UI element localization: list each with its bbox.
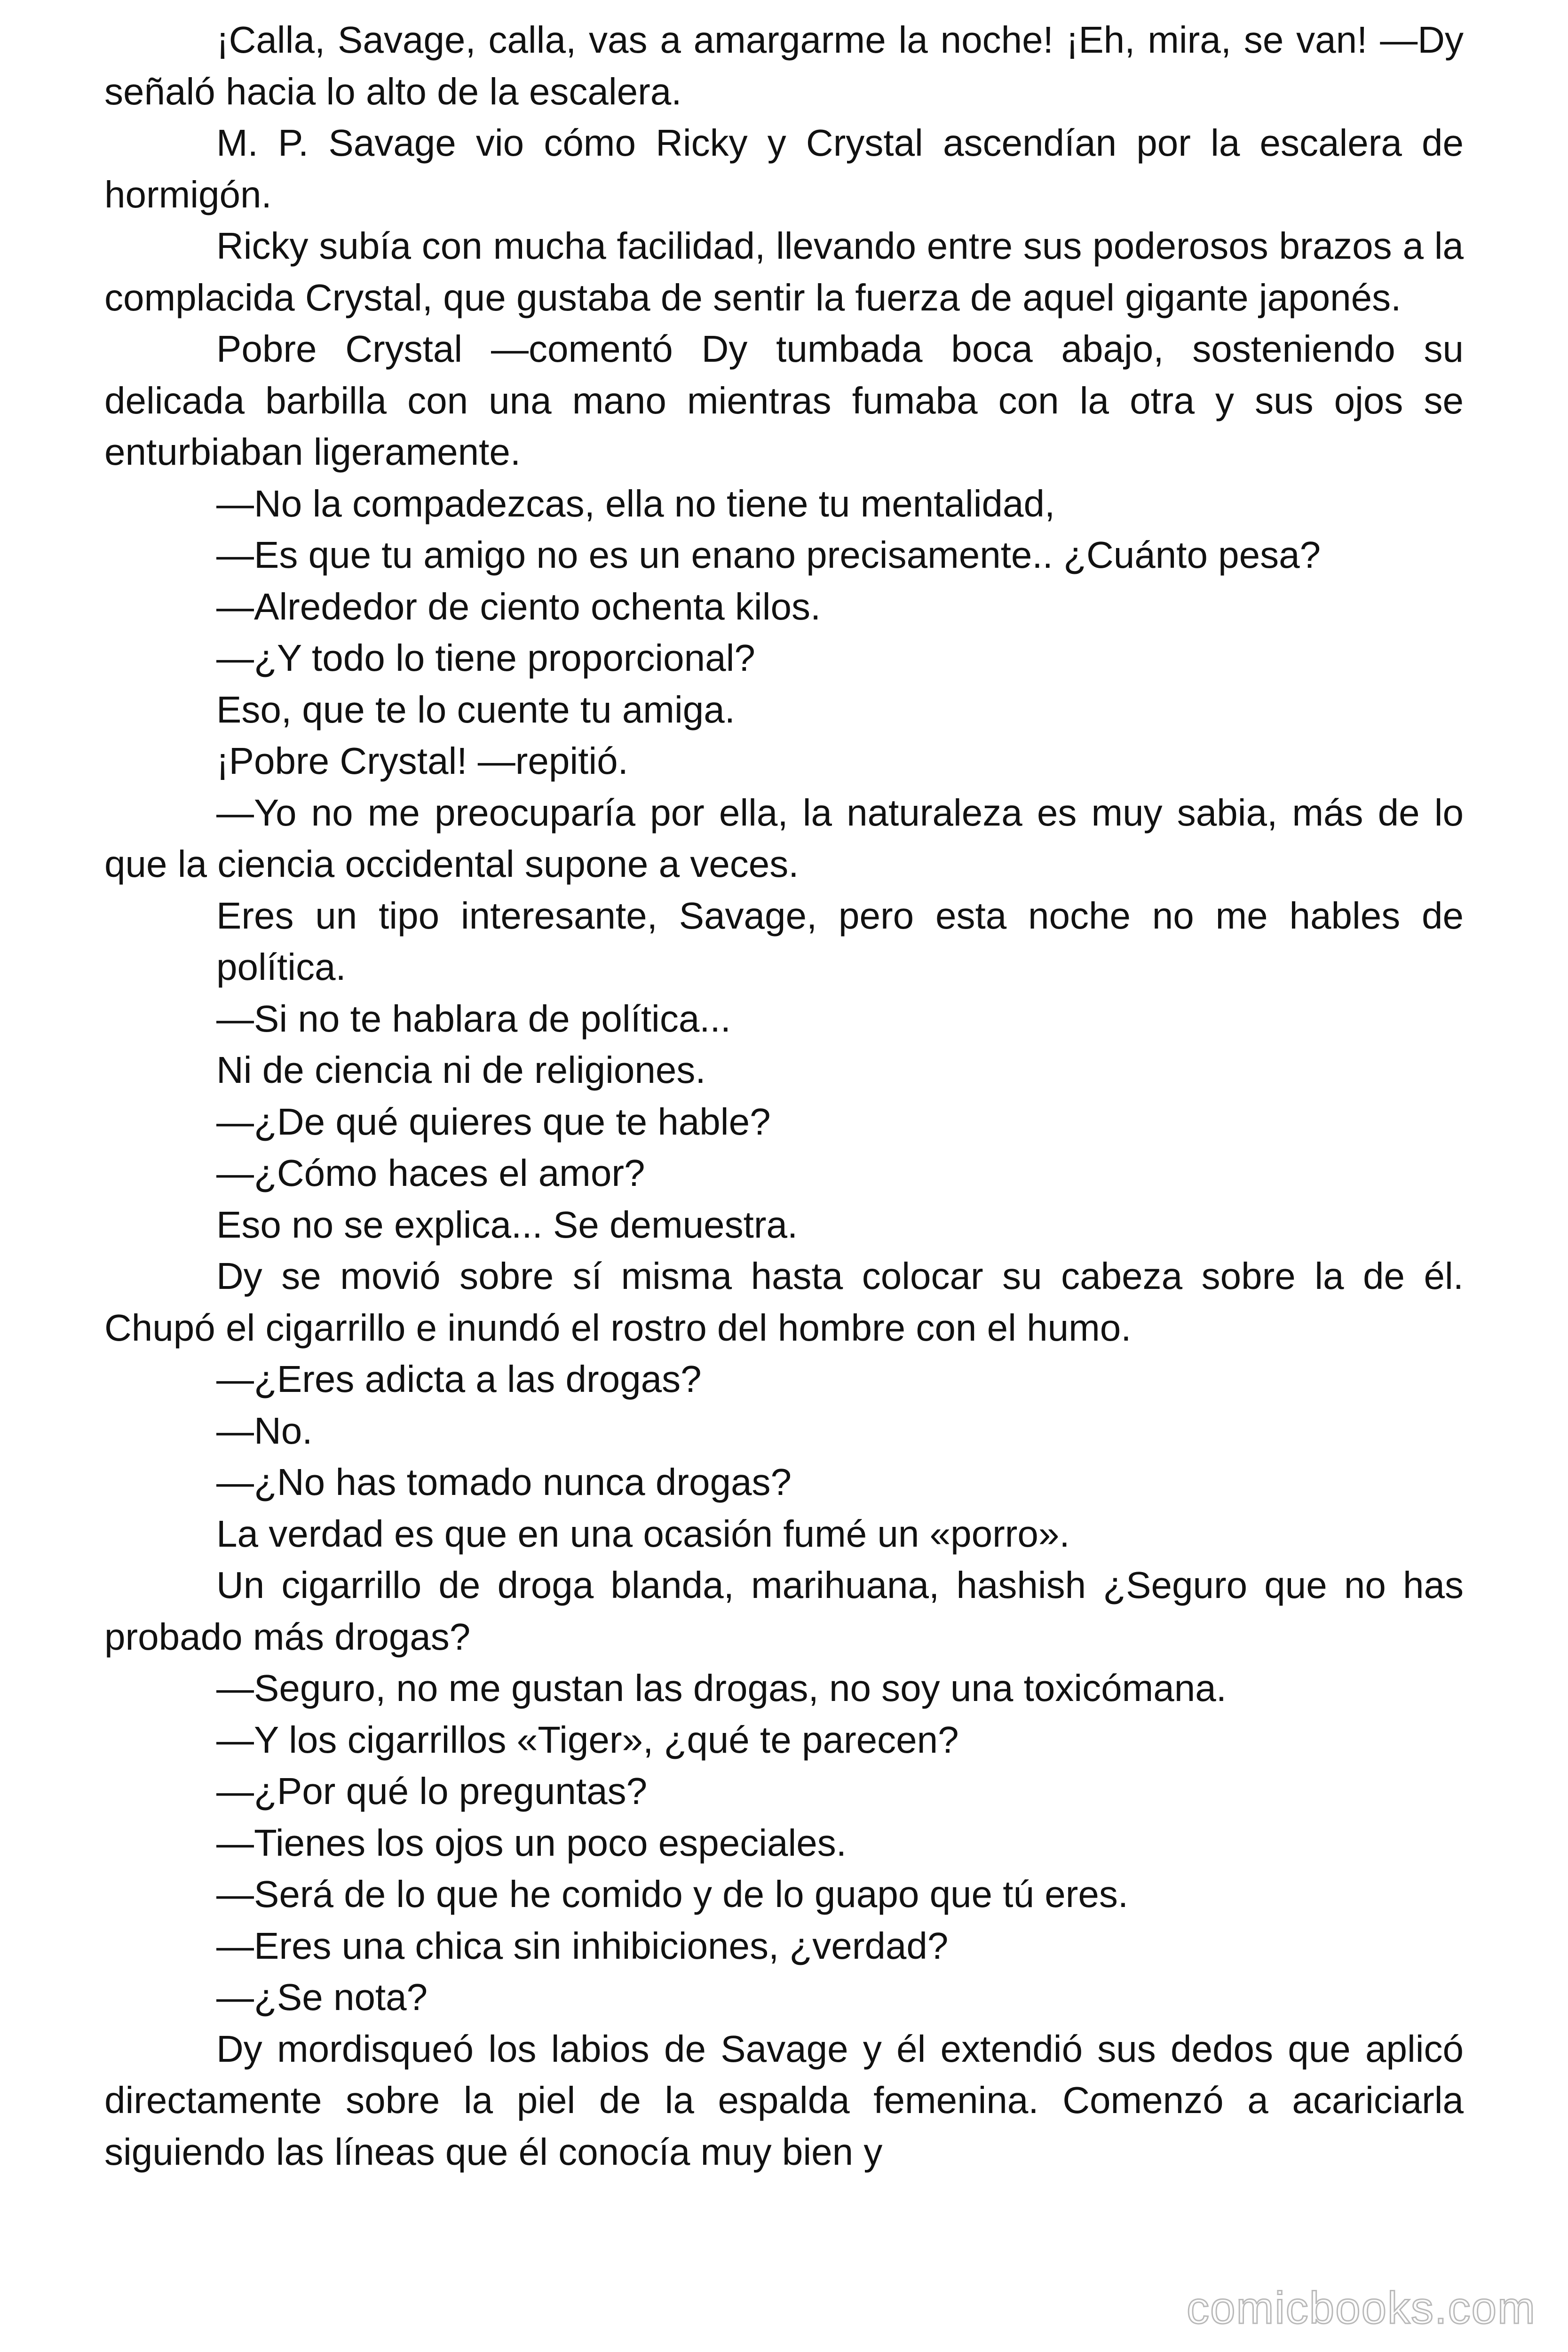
paragraph: —Es que tu amigo no es un enano precisamente.. ¿Cuánto pesa? — [216, 534, 1321, 576]
paragraph: Ni de ciencia ni de religiones. — [216, 1049, 706, 1091]
paragraph: —¿Por qué lo preguntas? — [216, 1770, 648, 1812]
paragraph: —Seguro, no me gustan las drogas, no soy una toxicómana. — [216, 1667, 1227, 1709]
paragraph: —Será de lo que he comido y de lo guapo que tú eres. — [216, 1873, 1129, 1915]
paragraph: —No. — [216, 1409, 313, 1452]
paragraph: —Alrededor de ciento ochenta kilos. — [216, 585, 821, 628]
paragraph: —Yo no me preocuparía por ella, la naturaleza es muy sabia, más de lo que la ciencia occidental supone a veces. — [104, 791, 1464, 885]
paragraph: ¡Calla, Savage, calla, vas a amargarme la noche! ¡Eh, mira, se van! —Dy señaló hacia lo alto de la escalera. — [104, 19, 1464, 112]
body-text — [104, 14, 1464, 2177]
paragraph: —¿De qué quieres que te hable? — [216, 1100, 771, 1143]
paragraph: Eres un tipo interesante, Savage, pero esta noche no me hables de política. — [216, 894, 1464, 988]
paragraph: —No la compadezcas, ella no tiene tu mentalidad, — [216, 482, 1055, 524]
paragraph: Dy mordisqueó los labios de Savage y él extendió sus dedos que aplicó directamente sobre la piel de la espalda femenina. Comenzó a acariciarla siguiendo las líneas que él conocía muy bien y — [104, 2027, 1464, 2173]
paragraph: —¿No has tomado nunca drogas? — [216, 1461, 792, 1503]
paragraph: —Si no te hablara de política... — [216, 997, 731, 1040]
paragraph: —Y los cigarrillos «Tiger», ¿qué te parecen? — [216, 1718, 959, 1761]
paragraph: Eso no se explica... Se demuestra. — [216, 1203, 798, 1246]
paragraph: Un cigarrillo de droga blanda, marihuana, hashish ¿Seguro que no has probado más drogas? — [104, 1564, 1464, 1658]
paragraph: —¿Eres adicta a las drogas? — [216, 1358, 702, 1400]
paragraph: M. P. Savage vio cómo Ricky y Crystal ascendían por la escalera de hormigón. — [104, 122, 1464, 215]
paragraph: —¿Y todo lo tiene proporcional? — [216, 637, 755, 679]
paragraph: ¡Pobre Crystal! —repitió. — [216, 740, 628, 782]
paragraph: —Tienes los ojos un poco especiales. — [216, 1821, 847, 1864]
paragraph: Ricky subía con mucha facilidad, llevando entre sus poderosos brazos a la complacida Crystal, que gustaba de sentir la fuerza de aquel gigante japonés. — [104, 225, 1464, 318]
paragraph: —¿Se nota? — [216, 1976, 428, 2018]
paragraph: Pobre Crystal —comentó Dy tumbada boca abajo, sosteniendo su delicada barbilla con una mano mientras fumaba con la otra y sus ojos se enturbiaban ligeramente. — [104, 328, 1464, 473]
paragraph: La verdad es que en una ocasión fumé un «porro». — [216, 1512, 1070, 1555]
paragraph: Eso, que te lo cuente tu amiga. — [216, 688, 735, 731]
paragraph: —Eres una chica sin inhibiciones, ¿verdad? — [216, 1924, 949, 1967]
watermark: comicbooks.com — [1187, 2283, 1536, 2333]
paragraph: Dy se movió sobre sí misma hasta colocar su cabeza sobre la de él. Chupó el cigarrillo e inundó el rostro del hombre con el humo. — [104, 1255, 1464, 1349]
paragraph: —¿Cómo haces el amor? — [216, 1152, 645, 1194]
